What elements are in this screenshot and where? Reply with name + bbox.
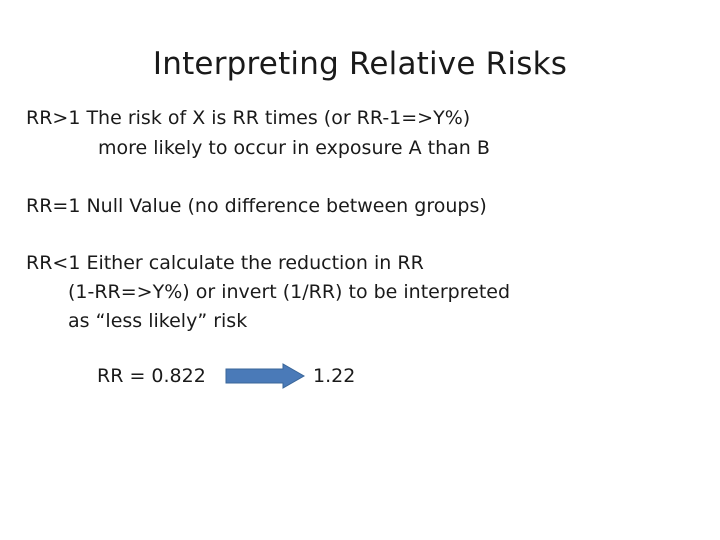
rr-less-line-1: RR<1 Either calculate the reduction in RR — [26, 252, 424, 274]
example-rr-value: RR = 0.822 — [97, 365, 206, 387]
rr-less-line-3: as “less likely” risk — [68, 310, 248, 332]
rr-less-line-2: (1-RR=>Y%) or invert (1/RR) to be interpreted — [68, 281, 511, 303]
rr-greater-line-1: RR>1 The risk of X is RR times (or RR-1=>Y%) — [26, 107, 471, 129]
right-arrow-icon — [225, 363, 305, 389]
slide-title: Interpreting Relative Risks — [152, 46, 568, 82]
rr-greater-line-2: more likely to occur in exposure A than B — [98, 137, 490, 159]
rr-equal-line: RR=1 Null Value (no difference between groups) — [26, 195, 487, 217]
example-inverted-value: 1.22 — [313, 365, 356, 387]
